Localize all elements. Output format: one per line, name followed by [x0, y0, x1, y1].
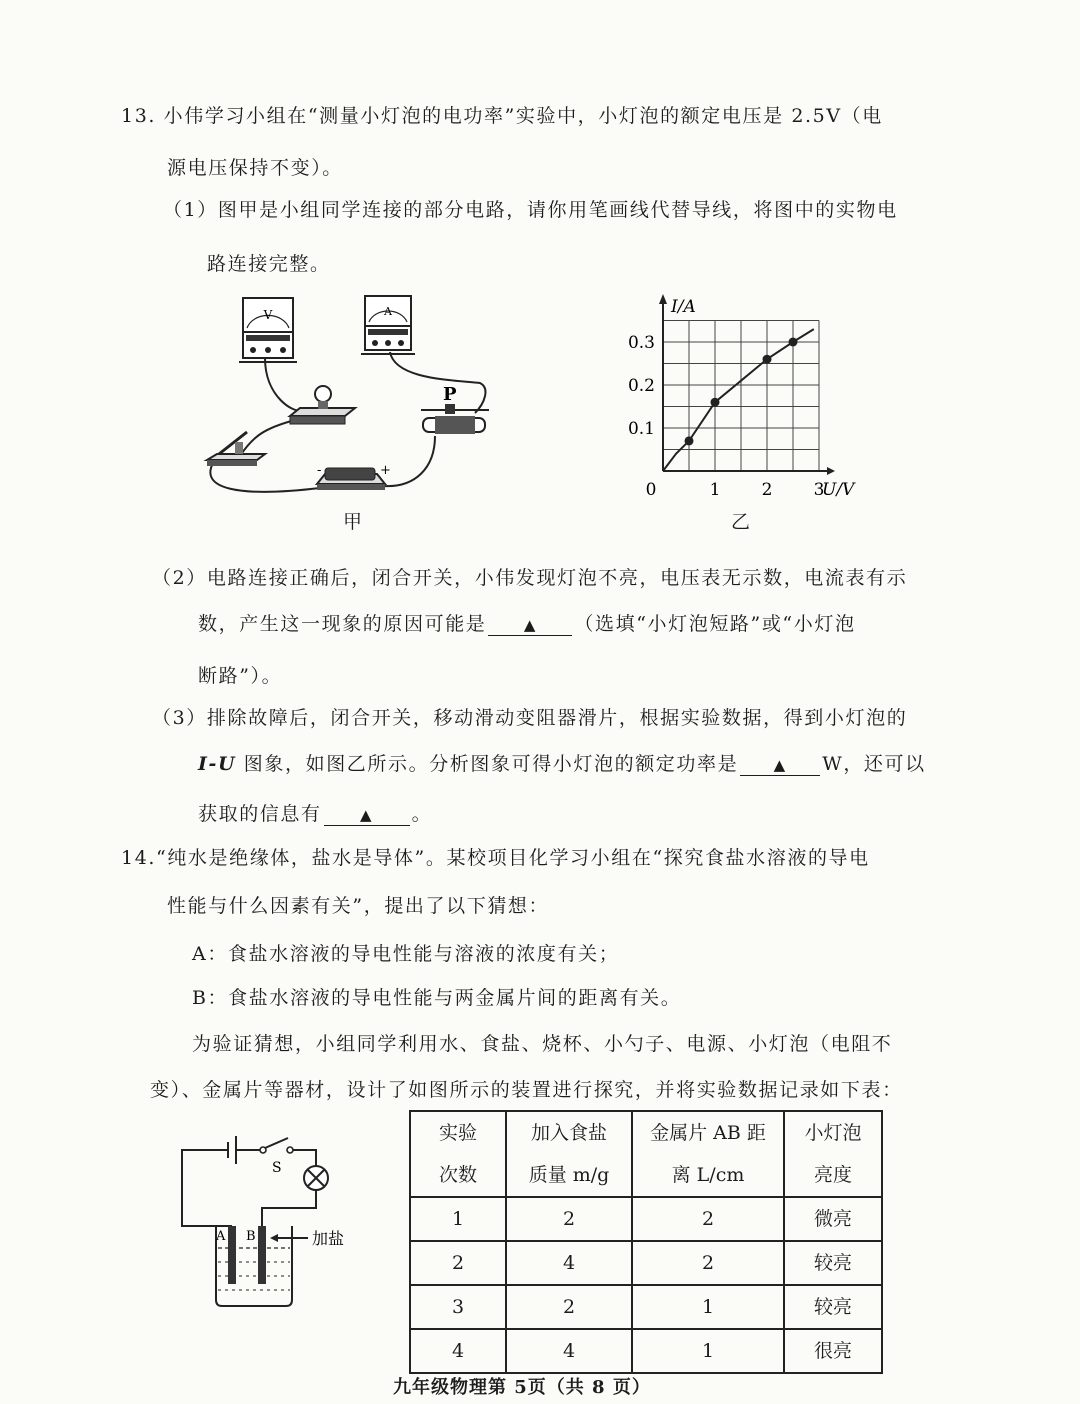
table-cell: 微亮 [784, 1197, 882, 1241]
q13-stem-line1: 13. 小伟学习小组在“测量小灯泡的电功率”实验中，小灯泡的额定电压是 2.5V（电 [121, 105, 883, 127]
header-plate-distance-line1: 金属片 AB 距 [650, 1122, 766, 1144]
data-point [763, 355, 772, 364]
battery-positive: + [380, 463, 391, 478]
table-cell: 1 [632, 1285, 784, 1329]
q13-part3-line3 [198, 802, 432, 826]
y-tick-label: 0.2 [627, 376, 655, 396]
x-tick-label: 0 [645, 480, 657, 500]
blank-mark-1: ▲ [523, 616, 537, 634]
q13-part1-line2: 路连接完整。 [207, 253, 331, 275]
table-cell: 2 [632, 1197, 784, 1241]
q13-stem-line2: 源电压保持不变）。 [167, 157, 343, 179]
ammeter [361, 296, 415, 354]
q14-stem-line1: 14.“纯水是绝缘体，盐水是导体”。某校项目化学习小组在“探究食盐水溶液的导电 [121, 847, 870, 869]
q13-part3-line2 [198, 752, 926, 776]
q14-hypothesis-b: B：食盐水溶液的导电性能与两金属片间的距离有关。 [192, 987, 682, 1009]
header-salt-mass-line2: 质量 m/g [528, 1164, 610, 1186]
answer-blank-1[interactable] [488, 614, 572, 636]
answer-blank-3[interactable] [324, 804, 410, 826]
header-brightness-line1: 小灯泡 [804, 1122, 862, 1144]
table-row [410, 1285, 882, 1329]
figure-yi-caption: 乙 [731, 511, 752, 533]
blank-mark-3: ▲ [360, 806, 374, 824]
header-plate-distance-line2: 离 L/cm [671, 1164, 745, 1186]
iu-term: I-U [198, 753, 237, 775]
header-brightness [784, 1111, 882, 1197]
header-trial-line1: 实验 [438, 1122, 477, 1144]
x-tick-label: 1 [709, 480, 721, 500]
table-cell: 3 [410, 1285, 506, 1329]
q14-method-line1: 为验证猜想，小组同学利用水、食盐、烧杯、小勺子、电源、小灯泡（电阻不 [192, 1033, 893, 1055]
table-cell: 2 [506, 1197, 632, 1241]
data-point [711, 398, 720, 407]
table-cell: 2 [410, 1241, 506, 1285]
experiment-data-table [409, 1110, 883, 1374]
figure-salt-water-circuit [170, 1128, 370, 1318]
battery [317, 463, 391, 490]
answer-blank-2[interactable] [740, 754, 820, 776]
x-tick-label: 2 [761, 480, 773, 500]
q13-part2-line2 [198, 612, 856, 636]
ammeter-label: A [384, 305, 392, 318]
q13-part3-line3-start: 获取的信息有 [198, 803, 322, 825]
bulb-on-base [290, 386, 355, 424]
battery-negative: - [317, 463, 322, 478]
plate-b-label: B [246, 1229, 256, 1244]
header-trial-line2: 次数 [438, 1164, 477, 1186]
q13-part2-line2-start: 数，产生这一现象的原因可能是 [198, 613, 487, 635]
data-point [685, 436, 694, 445]
x-axis-label: U/V [822, 480, 855, 500]
table-cell: 4 [506, 1241, 632, 1285]
q13-part2-line1: （2）电路连接正确后，闭合开关，小伟发现灯泡不亮，电压表无示数，电流表有示 [152, 567, 908, 589]
table-cell: 很亮 [784, 1329, 882, 1373]
data-point [789, 338, 798, 347]
slider-label: P [443, 384, 457, 405]
table-row [410, 1329, 882, 1373]
table-cell: 2 [632, 1241, 784, 1285]
y-axis-label: I/A [671, 297, 696, 317]
q13-part1-line1: （1）图甲是小组同学连接的部分电路，请你用笔画线代替导线，将图中的实物电 [163, 199, 898, 221]
header-trial [410, 1111, 506, 1197]
q13-part3-line2-mid: 图象，如图乙所示。分析图象可得小灯泡的额定功率是 [236, 753, 739, 775]
blank-mark-2: ▲ [773, 756, 787, 774]
q13-part3-line2-end: W，还可以 [822, 753, 926, 775]
table-row [410, 1197, 882, 1241]
x-tick-label: 3 [813, 480, 825, 500]
metal-plate-a [228, 1226, 236, 1284]
metal-plate-b [258, 1226, 266, 1284]
header-brightness-line2: 亮度 [813, 1164, 852, 1186]
q13-part3-line1: （3）排除故障后，闭合开关，移动滑动变阻器滑片，根据实验数据，得到小灯泡的 [152, 707, 908, 729]
table-header-row [410, 1111, 882, 1197]
table-cell: 1 [632, 1329, 784, 1373]
y-tick-label: 0.1 [627, 419, 655, 439]
table-cell: 较亮 [784, 1241, 882, 1285]
voltmeter [239, 298, 297, 362]
add-salt-label: 加盐 [312, 1229, 345, 1248]
q13-part2-line2-end: （选填“小灯泡短路”或“小灯泡 [574, 613, 856, 635]
q13-part3-line3-end: 。 [411, 803, 433, 825]
q13-part2-line3: 断路”）。 [198, 665, 283, 687]
table-cell: 4 [506, 1329, 632, 1373]
q14-hypothesis-a: A：食盐水溶液的导电性能与溶液的浓度有关； [192, 943, 620, 965]
q14-method-line2: 变）、金属片等器材，设计了如图所示的装置进行探究，并将实验数据记录如下表： [150, 1079, 903, 1101]
voltmeter-label: V [263, 308, 273, 322]
plate-a-label: A [216, 1229, 226, 1244]
figure-jia-caption: 甲 [343, 511, 364, 533]
q14-stem-line2: 性能与什么因素有关”，提出了以下猜想： [167, 895, 550, 917]
page-footer: 九年级物理第 5页（共 8 页） [393, 1377, 651, 1398]
table-row [410, 1241, 882, 1285]
header-salt-mass [506, 1111, 632, 1197]
figure-yi-iu-graph [615, 290, 865, 540]
table-cell: 1 [410, 1197, 506, 1241]
table-cell: 4 [410, 1329, 506, 1373]
header-salt-mass-line1: 加入食盐 [530, 1122, 607, 1144]
switch-label: S [272, 1160, 282, 1176]
rheostat [421, 384, 489, 434]
figure-jia-circuit [195, 288, 525, 538]
table-cell: 2 [506, 1285, 632, 1329]
y-tick-label: 0.3 [627, 333, 655, 353]
table-cell: 较亮 [784, 1285, 882, 1329]
header-plate-distance [632, 1111, 784, 1197]
